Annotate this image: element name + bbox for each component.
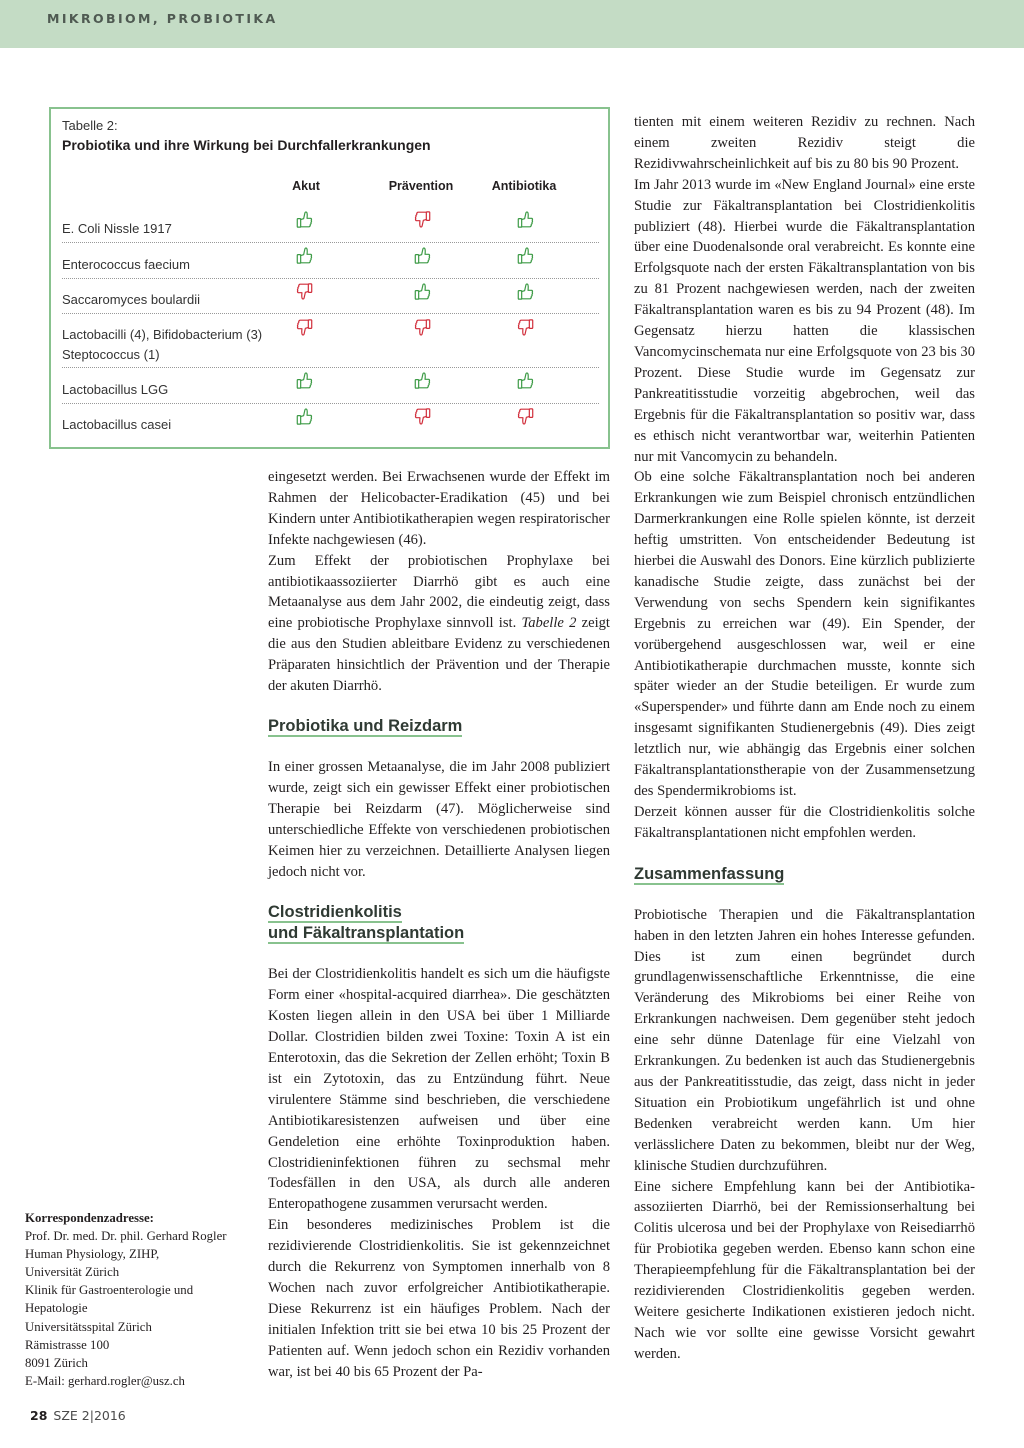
paragraph: Im Jahr 2013 wurde im «New England Journal» eine erste Studie zur Fäkaltransplantation bei Clostridienkolitis publiziert (48). Hierbei wurde die Fäkaltransplantation über eine Duodenalsonde oral verabreicht. Es konnte eine Erfolgsquote nach der ersten Fäkaltransplantation von bis zu 81 Prozent nachgewiesen werden, nach der zweiten Fäkaltransplantation waren es bis zu 94 Prozent (48). Im Gegensatz hierzu hatten die klassischen Vancomycinschemata nur eine Erfolgsquote von 23 bis 30 Prozent. Diese Studie wurde im Gegensatz zur Pankreatitisstudie vorzeitig abgebrochen, weil das Ergebnis für die Fäkaltransplantation so positiv war, dass es ethisch nicht verantwortbar war, weiterhin Patienten nur mit Vancomycin zu behandeln. [634,176,975,465]
row-label: Enterococcus faecium [62,257,190,272]
thumbs-up-icon [296,407,313,426]
paragraph: eingesetzt werden. Bei Erwachsenen wurde der Effekt im Rahmen der Helicobacter-Eradikation (45) und bei Kindern unter Antibiotikatherapien wegen respiratorischer Infekte nachgewiesen (46). [268,469,610,548]
thumbs-up-icon [296,371,313,390]
address-line: Rämistrasse 100 [25,1337,110,1352]
address-line: Human Physiology, ZIHP, [25,1247,160,1262]
address-line: Prof. Dr. med. Dr. phil. Gerhard Rogler [25,1229,227,1244]
column-header-praevention: Prävention [388,179,454,193]
page-footer [30,1408,126,1423]
table-reference: Tabelle 2 [521,615,577,632]
thumbs-up-icon [414,246,431,265]
address-label: Korrespondenzadresse: [25,1211,154,1225]
thumbs-up-icon [517,282,534,301]
table-2 [49,107,610,449]
address-line: Universität Zürich [25,1265,120,1280]
paragraph: Ob eine solche Fäkaltransplantation noch bei anderen Erkrankungen wie zum Beispiel chronisch entzündlichen Darmerkrankungen eine Rolle spielen könnte, ist derzeit heftig umstritten. Von entscheidender Bedeutung ist hierbei die Auswahl des Donors. Eine kürzlich publizierte kanadische Studie zeigte, dass zunächst bei der Verwendung von sechs Spendern kein signifikantes Ergebnis zu erreichen war (49). Ein Spender, der vorübergehend ausgeschlossen war, weil er eine Antibiotikatherapie durchmachen musste, konnte sich später wieder an der Studie beteiligen. Er wurde zum «Superspender» und führte dann am Ende noch zu einem insgesamt signifikanten Studienergebnis (49). Dies zeigt letztlich nur, wie abhängig das Ergebnis einer solchen Fäkaltransplantationstherapie von der Zusammensetzung des Spendermikrobioms ist. [634,469,975,799]
table-title: Probiotika und ihre Wirkung bei Durchfallerkrankungen [62,137,431,153]
section-heading: Probiotika und Reizdarm [268,716,463,735]
row-label: Lactobacilli (4), Bifidobacterium (3) [62,327,263,342]
thumbs-up-icon [414,282,431,301]
header-band [0,0,1024,48]
correspondence-address [25,1209,255,1390]
thumbs-down-icon [414,210,431,229]
thumbs-down-icon [517,318,534,337]
thumbs-up-icon [296,246,313,265]
thumbs-down-icon [296,318,313,337]
column-right [634,112,975,1365]
paragraph: Zum Effekt der probiotischen Prophylaxe bei antibiotikaassoziierter Diarrhö gibt es auch eine Metaanalyse aus dem Jahr 2002, die eindeutig zeigt, dass eine probiotische Prophylaxe sinnvoll ist. Tabelle 2 zeigt die aus den Studien ableitbare Evidenz zu verschiedenen Präparaten hinsichtlich der Prävention und der Therapie der akuten Diarrhö. [268,552,610,695]
row-label: Saccaromyces boulardii [62,292,201,307]
thumbs-up-icon [517,246,534,265]
thumbs-down-icon [517,407,534,426]
table-caption: Tabelle 2: [62,118,118,133]
row-label-continued: Steptococcus (1) [62,347,160,362]
column-middle [268,467,610,1383]
paragraph: In einer grossen Metaanalyse, die im Jahr 2008 publiziert wurde, zeigt sich ein gewisser Effekt einer probiotischen Therapie bei Reizdarm (47). Möglicherweise sind unterschiedliche Effekte von verschiedenen probiotischen Keimen hier zu verzeichnen. Detaillierte Analysen liegen jedoch nicht vor. [268,758,610,880]
row-label: Lactobacillus casei [62,417,172,432]
thumbs-down-icon [414,318,431,337]
section-heading: Clostridienkolitis und Fäkaltransplantation [268,903,465,943]
thumbs-down-icon [296,282,313,301]
journal-issue: SZE 2|2016 [53,1408,126,1423]
thumbs-down-icon [414,407,431,426]
address-line: Universitätsspital Zürich [25,1319,152,1334]
paragraph: Eine sichere Empfehlung kann bei der Antibiotika-assoziierten Diarrhö, bei der Remissionserhaltung bei Colitis ulcerosa und bei der Prophylaxe von Reisediarrhö für Probiotika gegeben werden. Ebenso kann schon eine Therapieempfehlung für die Fäkaltransplantation bei der rezidivierenden Clostridienkolitis gegeben werden. Weitere gesicherte Indikationen existieren jedoch nicht. Nach wie vor sollte eine gewisse Vorsicht gewahrt werden. [634,1178,975,1362]
paragraph: tienten mit einem weiteren Rezidiv zu rechnen. Nach einem zweiten Rezidiv steigt die Rezidivwahrscheinlichkeit auf bis zu 80 bis 90 Prozent. [634,114,975,172]
section-label: MIKROBIOM, PROBIOTIKA [47,11,278,26]
column-header-akut: Akut [292,179,320,193]
address-line: Klinik für Gastroenterologie und [25,1283,194,1298]
address-line: 8091 Zürich [25,1355,88,1370]
address-line: Hepatologie [25,1301,88,1316]
row-label: E. Coli Nissle 1917 [62,221,172,236]
thumbs-up-icon [296,210,313,229]
section-heading: Zusammenfassung [634,864,785,883]
paragraph: Bei der Clostridienkolitis handelt es sich um die häufigste Form einer «hospital-acquired diarrhea». Die geschätzten Kosten liegen allein in den USA bei über 1 Milliarde Dollar. Clostridien bilden zwei Toxine: Toxin A ist ein Enterotoxin, das die Sekretion der Zellen erhöht; Toxin B ist ein Zytotoxin, das zu Entzündung führt. Neue virulentere Stämme sind beschrieben, die verschiedene Antibiotikaresistenzen aufweisen und über eine Gendeletion eine erhöhte Toxinproduktion haben. Clostridieninfektionen führen zu sechsmal mehr Todesfällen in den USA, als durch alle anderen Enteropathogene zusammen verursacht werden. [268,966,610,1213]
row-label: Lactobacillus LGG [62,382,169,397]
column-header-antibiotika: Antibiotika [491,179,557,193]
paragraph: Probiotische Therapien und die Fäkaltransplantation haben in den letzten Jahren ein hohes Interesse gefunden. Dies ist zum einen begründet durch grundlagenwissenschaftliche Erkenntnisse, die eine Veränderung des Mikrobioms bei einer Reihe von Erkrankungen nachweisen. Dem gegenüber steht jedoch eine sehr dünne Datenlage für eine Vielzahl von Erkrankungen. Zu bedenken ist auch das Studienergebnis aus der Pankreatitisstudie, das zeigt, dass nicht in jeder Situation ein Probiotikum ungefährlich ist und ohne Bedenken verabreicht werden kann. Um hier verlässlichere Daten zu bekommen, bleibt nur der Weg, klinische Studien durchzuführen. [634,906,975,1174]
email-line: E-Mail: gerhard.rogler@usz.ch [25,1373,185,1388]
paragraph: Derzeit können ausser für die Clostridienkolitis solche Fäkaltransplantationen nicht empfohlen werden. [634,803,975,841]
thumbs-up-icon [517,210,534,229]
thumbs-up-icon [517,371,534,390]
paragraph: Ein besonderes medizinisches Problem ist die rezidivierende Clostridienkolitis. Sie ist gekennzeichnet durch die Rekurrenz von Symptomen innerhalb von 8 Wochen nach zuvor erfolgreicher Antibiotikatherapie. Diese Rekurrenz ist ein häufiges Problem. Nach der initialen Infektion tritt sie bei etwa 10 bis 25 Prozent der Patienten auf. Wenn jedoch schon ein Rezidiv vorhanden war, ist bei 40 bis 65 Prozent der Pa- [268,1217,610,1380]
thumbs-up-icon [414,371,431,390]
page-number: 28 [30,1408,48,1423]
